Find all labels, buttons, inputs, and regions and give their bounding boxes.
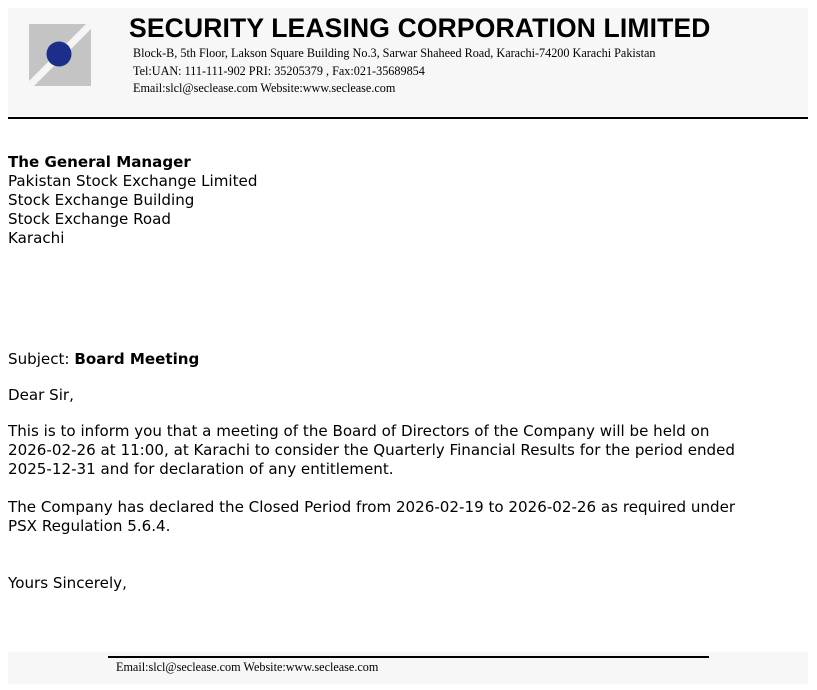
salutation: Dear Sir, (8, 386, 74, 404)
closing: Yours Sincerely, (8, 574, 127, 592)
body-paragraph-line: The Company has declared the Closed Period from 2026-02-19 to 2026-02-26 as required under (8, 498, 736, 516)
company-logo-icon (29, 24, 91, 86)
recipient-line: Pakistan Stock Exchange Limited (8, 172, 258, 190)
footer-divider (108, 656, 709, 658)
recipient-line: Karachi (8, 229, 65, 247)
subject-label: Subject: (8, 350, 70, 368)
company-email-website: Email:slcl@seclease.com Website:www.seclease.com (133, 81, 396, 95)
body-paragraph-line: 2026-02-26 at 11:00, at Karachi to consider the Quarterly Financial Results for the period ended (8, 441, 736, 459)
subject-text: Board Meeting (74, 350, 200, 368)
letterhead (8, 8, 808, 116)
footer (8, 652, 808, 684)
company-address: Block-B, 5th Floor, Lakson Square Building No.3, Sarwar Shaheed Road, Karachi-74200 Karachi Pakistan (133, 46, 656, 60)
header-divider (8, 117, 808, 119)
body-paragraph-line: 2025-12-31 and for declaration of any entitlement. (8, 460, 394, 478)
recipient-line: Stock Exchange Building (8, 191, 195, 209)
logo-dot (47, 42, 72, 67)
body-paragraph-line: PSX Regulation 5.6.4. (8, 517, 171, 535)
footer-contact: Email:slcl@seclease.com Website:www.seclease.com (116, 660, 379, 674)
company-name: SECURITY LEASING CORPORATION LIMITED (129, 13, 711, 43)
company-phone-fax: Tel:UAN: 111-111-902 PRI: 35205379 , Fax:021-35689854 (133, 64, 425, 78)
body-paragraph-line: This is to inform you that a meeting of the Board of Directors of the Company will be held on (8, 422, 710, 440)
recipient-title: The General Manager (8, 153, 191, 171)
subject-line (8, 350, 199, 369)
recipient-line: Stock Exchange Road (8, 210, 171, 228)
